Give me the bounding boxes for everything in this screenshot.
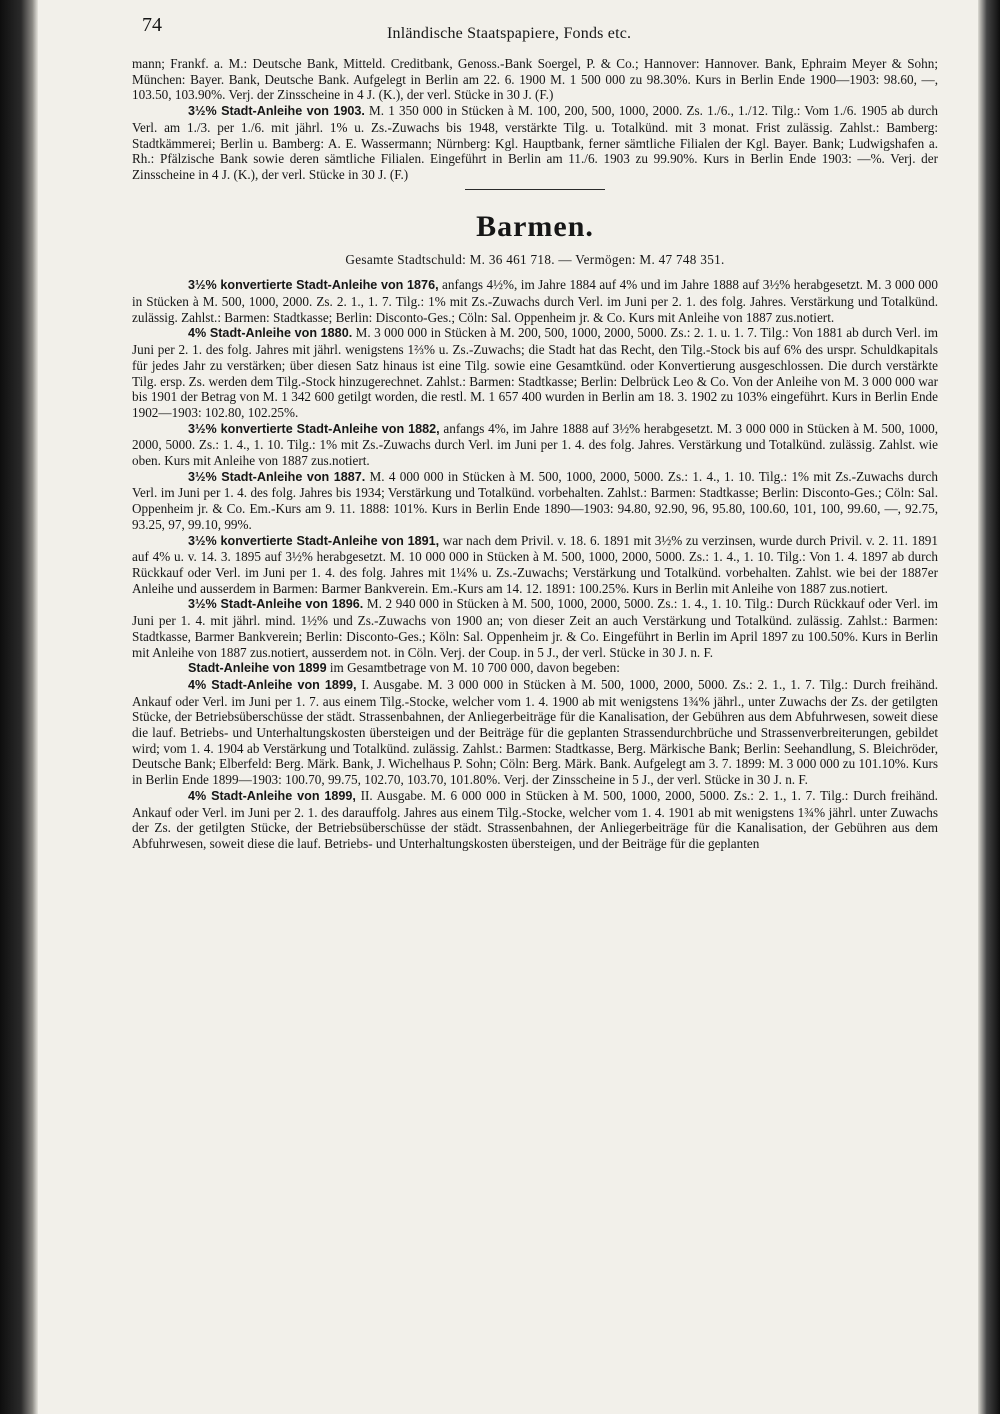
loan-heading: 4% Stadt-Anleihe von 1899, — [188, 677, 357, 692]
loan-section — [132, 677, 938, 788]
loan-text: M. 2 940 000 in Stücken à M. 500, 1000, 2000, 5000. Zs.: 1. 4., 1. 10. Tilg.: Durch Rückkauf oder Verl. im Juni per 1. 4. mit jährl. mind. 1½% und Zs.-Zuwachs von 1900 an; von dieser Zeit an auch Verstärkung und Totalkünd. zulässig. Zahlst.: Barmen: Stadtkasse, Barmer Bankverein; Berlin: Disconto-Ges.; Köln: Sal. Oppenheim jr. & Co. Eingeführt in Berlin im April 1897 zu 100.50%. Kurs in Berlin mit Anleihe von 1887 zus.notiert, ausserdem not. in Cöln. Verj. der Coup. in 5 J., der verl. Stücke in 30 J. n. F. — [132, 596, 938, 660]
loan-text: M. 3 000 000 in Stücken à M. 200, 500, 1000, 2000, 5000. Zs.: 2. 1. u. 1. 7. Tilg.: Von 1881 ab durch Verl. im Juni per 2. 1. des folg. Jahres mit jährl. wenigstens 1⅔% u. Zs.-Zuwachs; die Stadt hat das Recht, den Tilg.-Stock bis auf 6% des urspr. Schuldkapitals für jedes Jahr zu verstärken; über diesen Satz hinaus ist eine Tilg. sowie eine Gesamtkünd. oder Konvertierung ausgeschlossen. Die durch verstärkte Tilg. ersp. Zs. werden dem Tilg.-Stock hinzugerechnet. Zahlst.: Barmen: Stadtkasse; Berlin: Delbrück Leo & Co. Von der Anleihe von M. 3 000 000 war bis 1901 der Betrag von M. 1 342 600 getilgt worden, die restl. M. 1 657 400 wurden in Berlin am 18. 3. 1902 zu 103% eingeführt. Kurs in Berlin Ende 1902—1903: 102.80, 102.25%. — [132, 325, 938, 420]
loan-heading: 4% Stadt-Anleihe von 1880. — [188, 326, 353, 341]
loan-heading: 3½% Stadt-Anleihe von 1887. — [188, 469, 366, 484]
loan-text: II. Ausgabe. M. 6 000 000 in Stücken à M. 500, 1000, 2000, 5000. Zs.: 2. 1., 1. 7. Tilg.: Durch freihänd. Ankauf oder Verl. im Juni per 2. 1. des darauffolg. Jahres aus einem Tilg.-Stocke, welcher vom 1. 4. 1901 ab mit wenigstens 1¾% jährl. unter Zuwachs der Zs. der getilgten Stücke, der Betriebsüberschüsse der städt. Strassenbahnen, der Anliegerbeiträge für die Kanalisation, der Gebühren aus dem Abfuhrwesen, soweit diese die lauf. Betriebs- und Unterhaltungskosten übersteigen, und der Beiträge für die geplanten — [132, 787, 938, 851]
loan-section — [132, 277, 938, 325]
scan-edge-right — [978, 0, 1000, 1414]
loan-text: anfangs 4½%, im Jahre 1884 auf 4% und im Jahre 1888 auf 3½% herabgesetzt. M. 3 000 000 in Stücken à M. 500, 1000, 2000. Zs. 2. 1., 1. 7. Tilg.: 1% mit Zs.-Zuwachs durch Verl. im Juni per 2. 1. des folg. Jahres. Verstärkung und Totalkünd. zulässig. Zahlst.: Barmen: Stadtkasse; Berlin: Disconto-Ges.; Cöln: Sal. Oppenheim jr. & Co. Kurs mit Anleihe von 1887 zus.notiert. — [132, 277, 938, 325]
page-content — [132, 14, 939, 1408]
loan-sections — [132, 277, 938, 851]
loan-text: anfangs 4%, im Jahre 1888 auf 3½% herabgesetzt. M. 3 000 000 in Stücken à M. 500, 1000, 2000, 5000. Zs.: 1. 4., 1. 10. Tilg.: 1% mit Zs.-Zuwachs durch Verl. im Juni per 1. 4. des folg. Jahres. Verstärkung und Totalkünd. zulässig. Zahlst. wie oben. Kurs mit Anleihe von 1887 zus.notiert. — [132, 420, 938, 469]
loan-section — [132, 533, 938, 597]
loan-text: war nach dem Privil. v. 18. 6. 1891 mit 3½% zu verzinsen, wurde durch Privil. v. 2. 11. 1891 auf 4% u. v. 14. 3. 1895 auf 3½% herabgesetzt. M. 10 000 000 in Stücken à M. 500, 1000, 2000, 5000. Zs.: 1. 4., 1. 10. Tilg.: Von 1. 4. 1897 ab durch Rückkauf oder Verl. im Juni per 1. 4. des folg. Jahres mit 1¼% u. Zs.-Zuwachs; Verstärkung und Totalkünd. vorbehalten. Zahlst. wie bei der 1887er Anleihe und ausserdem in Barmen: Barmer Bankverein. Em.-Kurs am 14. 12. 1891: 100.25%. Kurs in Berlin mit Anleihe von 1887 zus.notiert. — [132, 532, 938, 596]
loan-heading: 4% Stadt-Anleihe von 1899, — [188, 788, 356, 803]
loan-text: im Gesamtbetrage von M. 10 700 000, davon begeben: — [326, 660, 620, 676]
loan-section — [132, 421, 938, 469]
loan-heading: Stadt-Anleihe von 1899 — [188, 661, 327, 676]
loan-heading: 3½% konvertierte Stadt-Anleihe von 1891, — [188, 533, 440, 548]
loan-section — [132, 788, 938, 852]
loan-heading: 3½% Stadt-Anleihe von 1903. — [188, 104, 365, 119]
page-header — [132, 14, 938, 56]
loan-section — [132, 469, 938, 533]
running-title: Inländische Staatspapiere, Fonds etc. — [387, 25, 632, 42]
section-divider — [465, 189, 605, 190]
loan-section — [132, 596, 938, 660]
loan-section — [132, 660, 938, 677]
loan-section — [132, 325, 938, 420]
intro-paragraph: mann; Frankf. a. M.: Deutsche Bank, Mitteld. Creditbank, Genoss.-Bank Soergel, P. & Co.; Hannover: Hannover. Bank, Ephraim Meyer & Sohn; München: Bayer. Bank, Deutsche Bank. Aufgelegt in Berlin am 22. 6. 1900 M. 1 500 000 zu 98.30%. Kurs in Berlin Ende 1900—1903: 98.60, —, 103.50, 103.90%. Verj. der Zinsscheine in 4 J. (K.), der verl. Stücke in 30 J. (F.) — [132, 56, 938, 103]
binding-shadow-left — [0, 0, 38, 1414]
loan-heading: 3½% Stadt-Anleihe von 1896. — [188, 597, 364, 612]
loan-text: M. 4 000 000 in Stücken à M. 500, 1000, 2000, 5000. Zs.: 1. 4., 1. 10. Tilg.: 1% mit Zs.-Zuwachs durch Verl. im Juni per 1. 4. des folg. Jahres bis 1934; Verstärkung und Totalkünd. vorbehalten. Zahlst.: Barmen: Stadtkasse; Berlin: Disconto-Ges.; Cöln: Sal. Oppenheim jr. & Co. Em.-Kurs am 9. 11. 1888: 101%. Kurs in Berlin Ende 1890—1903: 94.80, 92.90, 96, 95.80, 100.60, 101, 100, 99.60, —, 92.75, 93.25, 97, 99.10, 99%. — [132, 468, 938, 532]
loan-heading: 3½% konvertierte Stadt-Anleihe von 1882, — [188, 421, 440, 436]
intro-loan-1903 — [132, 103, 938, 183]
loan-text: M. 1 350 000 in Stücken à M. 100, 200, 500, 1000, 2000. Zs. 1./6., 1./12. Tilg.: Vom 1./6. 1905 ab durch Verl. am 1./3. per 1./6. mit jährl. 1% u. Zs.-Zuwachs bis 1948, verstärkte Tilg. u. Totalkünd. mit 3 monat. Frist zulässig. Zahlst.: Bamberg: Stadtkämmerei; Berlin u. Bamberg: A. E. Wassermann; Nürnberg: Kgl. Hauptbank, ferner sämtliche Filialen der Kgl. Bayer. Bank; Ludwigshafen a. Rh.: Pfälzische Bank sowie deren sämtliche Filialen. Eingeführt in Berlin am 11./6. 1903 zu 99.90%. Kurs in Berlin Ende 1903: —%. Verj. der Zinsscheine in 4 J. (K.), der verl. Stücke in 30 J. (F.) — [132, 103, 939, 182]
city-heading: Barmen. — [476, 209, 594, 243]
loan-heading: 3½% konvertierte Stadt-Anleihe von 1876, — [188, 278, 439, 293]
loan-text: I. Ausgabe. M. 3 000 000 in Stücken à M. 500, 1000, 2000, 5000. Zs.: 2. 1., 1. 7. Tilg.: Durch freihänd. Ankauf oder Verl. im Juni per 1. 7. aus einem Tilg.-Stocke, welcher vom 1. 4. 1900 ab mit wenigstens 1¾% jährl., unter Zuwachs der Zs. der getilgten Stücke, der Betriebsüberschüsse der städt. Strassenbahnen, der Anliegerbeiträge für die Kanalisation, der Gebühren aus dem Abfuhrwesen, soweit diese die lauf. Betriebs- und Unterhaltungskosten übersteigen und der Beiträge für die geplanten Strassendurchbrüche und Strassenverbreiterungen, gebildet wird; vom 1. 4. 1904 ab Verstärkung und Totalkünd. zulässig. Zahlst.: Barmen: Stadtkasse, Berg. Märkische Bank; Berlin: Seehandlung, S. Bleichröder, Deutsche Bank; Elberfeld: Berg. Märk. Bank, J. Wichelhaus P. Sohn; Cöln: Berg. Märk. Bank. Aufgelegt am 3. 7. 1899: M. 3 000 000 zu 101.10%. Kurs in Berlin Ende 1899—1903: 100.70, 99.75, 102.70, 103.70, 101.80%. Verj. der Zinsscheine in 5 J., der verl. Stücke in 30 J. n. F. — [132, 676, 939, 788]
city-debt-summary: Gesamte Stadtschuld: M. 36 461 718. — Vermögen: M. 47 748 351. — [345, 251, 725, 267]
page-number: 74 — [142, 14, 162, 36]
